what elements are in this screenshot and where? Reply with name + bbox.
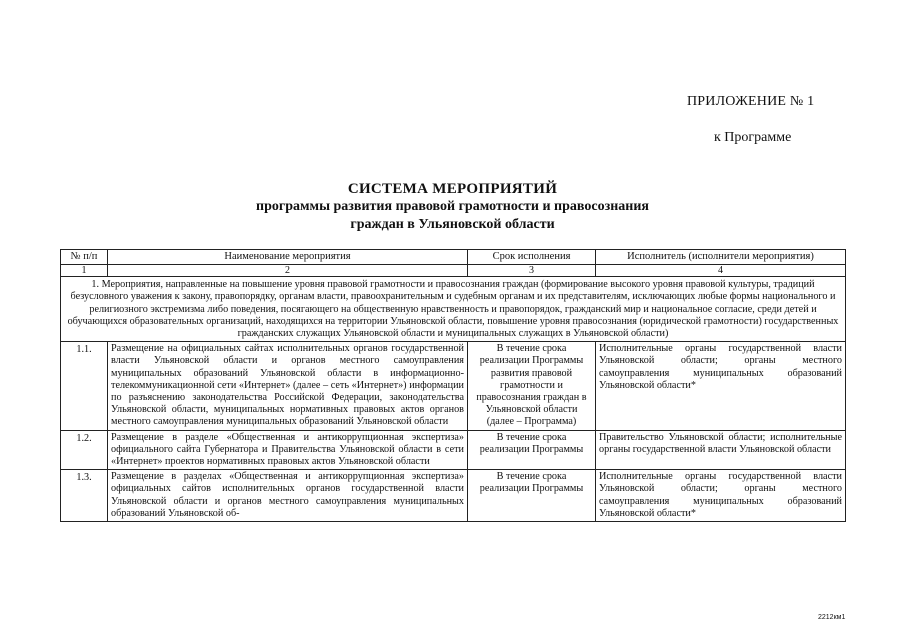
document-code: 2212км1: [818, 614, 846, 621]
document-title-block: [0, 180, 905, 234]
measure-name: Размещение в разделах «Общественная и антикоррупционная экспертиза» официальных сайтов исполнительных органов государственной власти Ульяновской области и органов местного самоуправления муниципальных образований Ульяновской об-: [108, 470, 468, 522]
header-deadline: Срок исполнения: [468, 250, 596, 265]
table-row: [61, 430, 846, 470]
header-measure-name: Наименование мероприятия: [108, 250, 468, 265]
executor: Правительство Ульяновской области; исполнительные органы государственной власти Ульяновской области: [596, 430, 846, 470]
measure-name: Размещение в разделе «Общественная и антикоррупционная экспертиза» официального сайта Губернатора и Правительства Ульяновской области в сети «Интернет» проектов нормативных правовых актов Ульяновской области: [108, 430, 468, 470]
column-number: 4: [596, 265, 846, 277]
header-number: № п/п: [61, 250, 108, 265]
column-number: 2: [108, 265, 468, 277]
document-title: СИСТЕМА МЕРОПРИЯТИЙ: [347, 181, 558, 197]
deadline: В течение срока реализации Программы развития правовой грамотности и правосознания граждан в Ульяновской области (далее – Программа): [468, 342, 596, 430]
header-executor: Исполнитель (исполнители мероприятия): [596, 250, 846, 265]
document-subtitle-line-2: граждан в Ульяновской области: [350, 217, 555, 232]
column-number-row: [61, 265, 846, 277]
deadline: В течение срока реализации Программы: [468, 430, 596, 470]
measures-table: [60, 249, 846, 522]
measure-name: Размещение на официальных сайтах исполнительных органов государственной власти Ульяновской области и органов местного самоуправления муниципальных образований Ульяновской области в информационно-телекоммуникационной сети «Интернет» (далее – сеть «Интернет») информации по разъяснению законодательства Российской Федерации, законодательства Ульяновской области, муниципальных нормативных правовых актов органов местного самоуправления муниципальных образований Ульяновской области: [108, 342, 468, 430]
executor: Исполнительные органы государственной власти Ульяновской области; органы местного самоуправления муниципальных образований Ульяновской области*: [596, 342, 846, 430]
deadline: В течение срока реализации Программы: [468, 470, 596, 522]
column-number: 1: [61, 265, 108, 277]
section-heading: 1. Мероприятия, направленные на повышение уровня правовой грамотности и правосознания граждан (формирование высокого уровня правовой культуры, традиций безусловного уважения к закону, правопорядку, органам власти, правоохранительным и судебным органам и их представителям, исключающих любые формы национального и религиозного экстремизма либо поведения, посягающего на общественную нравственность и правопорядок, гражданский мир и национальное согласие, среди детей и обучающихся образовательных организаций, находящихся на территории Ульяновской области, повышение уровня правосознания (юридической грамотности) государственных гражданских служащих Ульяновской области и муниципальных служащих в Ульяновской области): [61, 277, 846, 342]
program-reference: к Программе: [714, 130, 792, 145]
column-number: 3: [468, 265, 596, 277]
table-header-row: [61, 250, 846, 265]
appendix-label: ПРИЛОЖЕНИЕ № 1: [687, 94, 815, 109]
document-subtitle-line-1: программы развития правовой грамотности и правосознания: [256, 199, 649, 214]
row-number: 1.3.: [61, 470, 108, 522]
section-row: [61, 277, 846, 342]
row-number: 1.1.: [61, 342, 108, 430]
table-row: [61, 470, 846, 522]
table-row: [61, 342, 846, 430]
row-number: 1.2.: [61, 430, 108, 470]
executor: Исполнительные органы государственной власти Ульяновской области; органы местного самоуправления муниципальных образований Ульяновской области*: [596, 470, 846, 522]
